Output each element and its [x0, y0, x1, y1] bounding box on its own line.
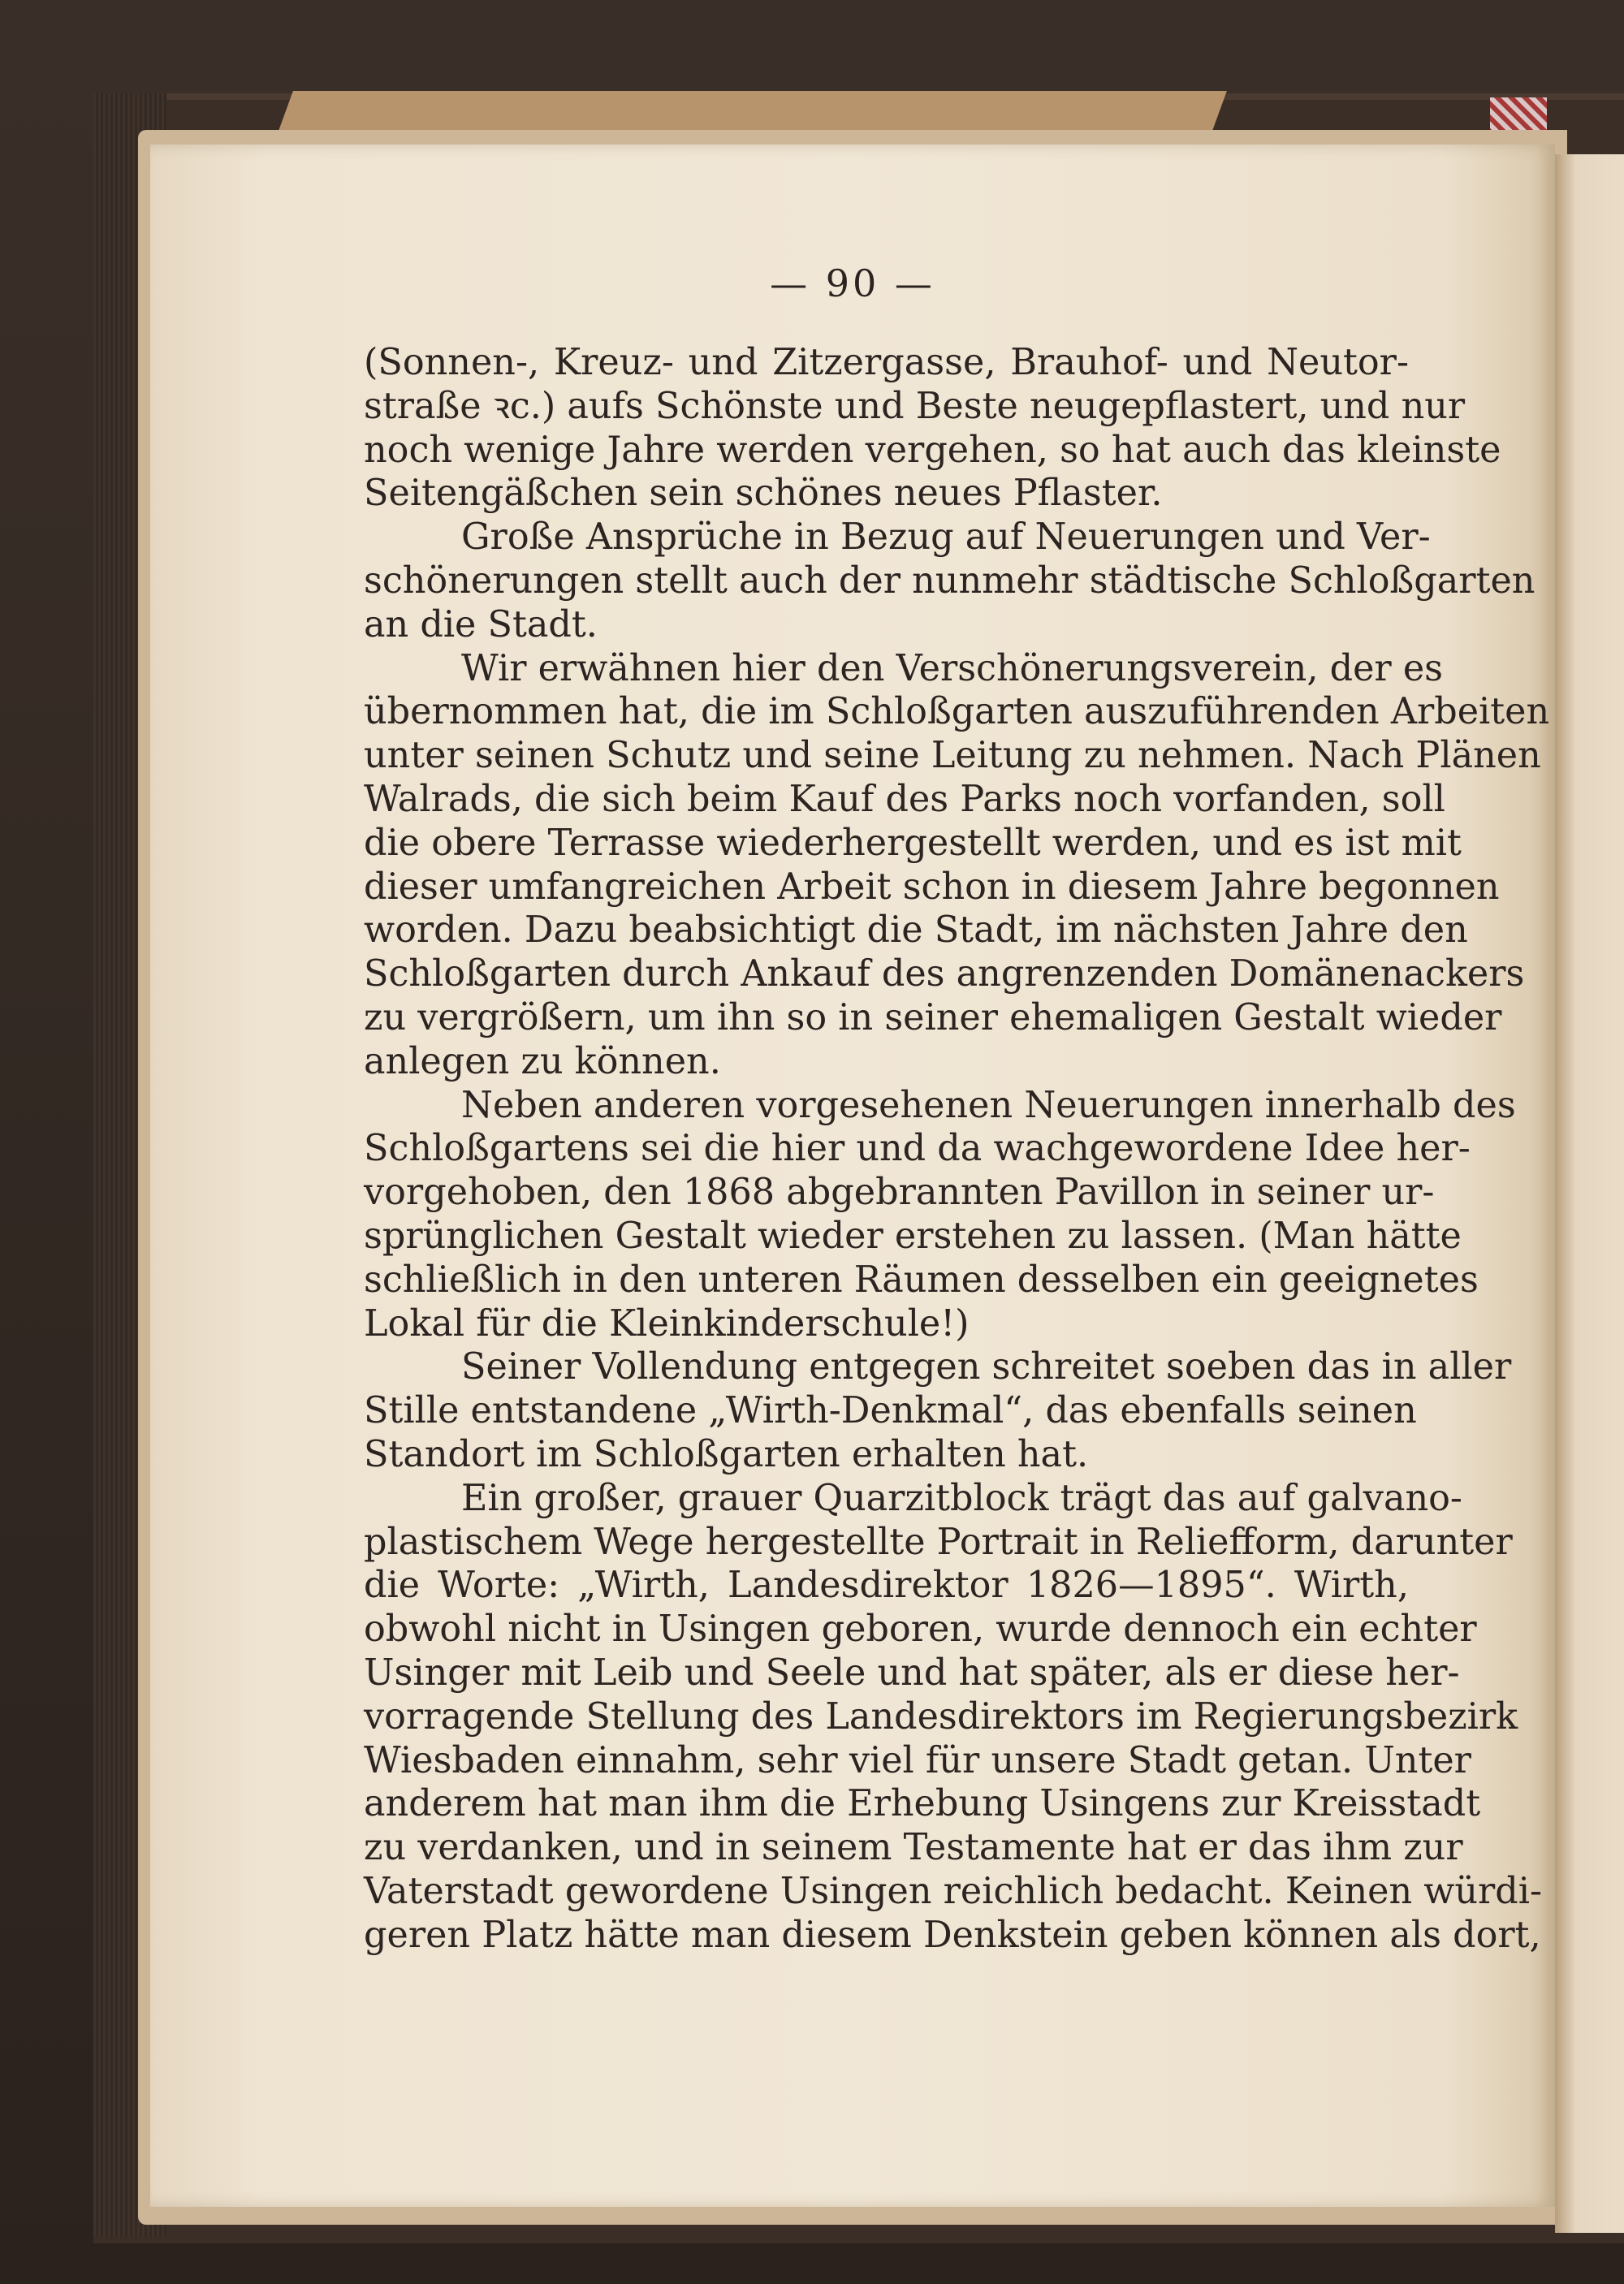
facing-page-edge — [1555, 154, 1624, 2233]
text-line: Große Ansprüche in Bezug auf Neuerungen und Ver- — [461, 516, 1431, 559]
text-line: Usinger mit Leib und Seele und hat später, als er diese her- — [364, 1651, 1460, 1694]
text-line: zu verdanken, und in seinem Testamente hat er das ihm zur — [364, 1827, 1463, 1869]
text-line: Seitengäßchen sein schönes neues Pflaster. — [364, 473, 1163, 515]
text-line: geren Platz hätte man diesem Denkstein geben können als dort, — [364, 1914, 1541, 1956]
text-line: Ein großer, grauer Quarzitblock trägt das auf galvano- — [461, 1477, 1462, 1519]
text-line: Neben anderen vorgesehenen Neuerungen innerhalb des — [461, 1084, 1516, 1126]
text-line: Walrads, die sich beim Kauf des Parks noch vorfanden, soll — [364, 778, 1445, 820]
text-line: übernommen hat, die im Schloßgarten auszuführenden Arbeiten — [364, 691, 1550, 733]
text-line: dieser umfangreichen Arbeit schon in diesem Jahre begonnen — [364, 866, 1500, 908]
text-line: die obere Terrasse wiederhergestellt werden, und es ist mit — [364, 822, 1462, 864]
text-line: vorragende Stellung des Landesdirektors im Regierungsbezirk — [364, 1695, 1518, 1738]
text-line: Vaterstadt gewordene Usingen reichlich bedacht. Keinen würdi- — [364, 1870, 1543, 1912]
text-line: straße ꝛc.) aufs Schönste und Beste neugepflastert, und nur — [364, 385, 1466, 427]
text-line: unter seinen Schutz und seine Leitung zu nehmen. Nach Plänen — [364, 735, 1541, 777]
text-line: Stille entstandene „Wirth-Denkmal“, das ebenfalls seinen — [364, 1390, 1417, 1432]
text-line: vorgehoben, den 1868 abgebrannten Pavillon in seiner ur- — [364, 1172, 1435, 1214]
text-line: worden. Dazu beabsichtigt die Stadt, im nächsten Jahre den — [364, 909, 1468, 952]
text-line: Wir erwähnen hier den Verschönerungsverein, der es — [461, 647, 1444, 689]
text-line: schließlich in den unteren Räumen desselben ein geeignetes — [364, 1259, 1479, 1301]
text-line: anlegen zu können. — [364, 1040, 721, 1082]
text-line: Standort im Schloßgarten erhalten hat. — [364, 1433, 1089, 1475]
text-line: zu vergrößern, um ihn so in seiner ehemaligen Gestalt wieder — [364, 996, 1502, 1038]
text-line: Seiner Vollendung entgegen schreitet soeben das in aller — [461, 1346, 1512, 1388]
text-line: sprünglichen Gestalt wieder erstehen zu lassen. (Man hätte — [364, 1215, 1462, 1257]
text-line: Schloßgarten durch Ankauf des angrenzenden Domänenackers — [364, 953, 1525, 995]
text-line: an die Stadt. — [364, 603, 598, 645]
text-line: obwohl nicht in Usingen geboren, wurde dennoch ein echter — [364, 1608, 1477, 1651]
text-line: Wiesbaden einnahm, sehr viel für unsere Stadt getan. Unter — [364, 1739, 1471, 1781]
page-number: — 90 — — [770, 261, 935, 305]
body-text — [364, 341, 1550, 1957]
text-line: schönerungen stellt auch der nunmehr städtische Schloßgarten — [364, 559, 1535, 602]
text-line: Lokal für die Kleinkinderschule!) — [364, 1302, 970, 1345]
text-line: noch wenige Jahre werden vergehen, so hat auch das kleinste — [364, 429, 1501, 471]
text-line: plastischem Wege hergestellte Portrait in Reliefform, darunter — [364, 1521, 1513, 1563]
text-line: (Sonnen-, Kreuz- und Zitzergasse, Brauhof- und Neutor- — [364, 342, 1409, 383]
text-line: Schloßgartens sei die hier und da wachgewordene Idee her- — [364, 1128, 1471, 1170]
text-line: anderem hat man ihm die Erhebung Usingens zur Kreisstadt — [364, 1783, 1481, 1825]
text-line: die Worte: „Wirth, Landesdirektor 1826—1895“. Wirth, — [364, 1565, 1409, 1607]
